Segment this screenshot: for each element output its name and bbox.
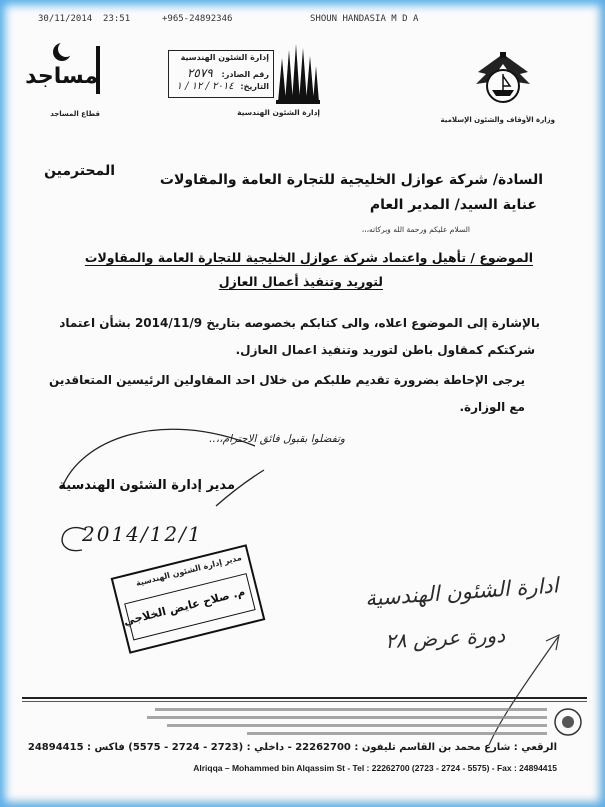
honorific: المحترمين [44, 163, 115, 179]
mosques-sector-caption: قطاع المساجد [50, 110, 100, 118]
footer-emblem-icon [552, 706, 584, 738]
signatory-title: مدير إدارة الشئون الهندسية [58, 478, 235, 493]
body-line: مع الوزارة. [459, 400, 525, 414]
stamp-number-label: رقم الصادر: [221, 70, 269, 79]
stamp-date-value: ٢٠١٤ / ١٢ / ١ [176, 81, 234, 92]
routing-arrowhead [546, 635, 559, 650]
handwritten-signed-date: 2014/12/1 [82, 522, 203, 546]
ministry-caption: وزارة الأوقاف والشئون الإسلامية [440, 116, 555, 124]
fax-datetime: 30/11/2014 23:51 [38, 14, 131, 24]
footer-rule-thin [22, 701, 587, 702]
fax-sender-id: SHOUN HANDASIA M D A [310, 14, 419, 24]
body-line: يرجى الإحاطة بضرورة تقديم طلبكم من خلال احد المقاولين الرئيسين المتعاقدين [49, 373, 525, 387]
engineering-dept-caption: إدارة الشئون الهندسية [237, 108, 320, 117]
routing-arrow-stroke [489, 637, 558, 745]
subject-line-2: لتوريد وتنفيذ أعمال العازل [218, 274, 383, 289]
stamp-department: إدارة الشئون الهندسية [180, 53, 269, 62]
footer-rule [22, 697, 587, 699]
mosques-logo-mark: مساجد [25, 64, 98, 89]
signature-stamp-title: مدير إدارة الشئون الهندسية [134, 552, 243, 588]
handwritten-note-line-1: ادارة الشئون الهندسية [364, 573, 560, 611]
recipient-line: السادة/ شركة عوازل الخليجية للتجارة العامة والمقاولات [159, 172, 543, 188]
footer-address-arabic: الرقعي : شارع محمد بن القاسم تليفون : 22262700 - داخلي : (2723 - 2724 - 5575) فاكس : 24894415 [27, 742, 557, 753]
footer-fine-print-line [167, 724, 547, 727]
body-line: بالإشارة إلى الموضوع اعلاه، والى كتابكم بخصوصه بتاريخ 2014/11/9 بشأن اعتماد [59, 316, 540, 330]
footer-fine-print-line [155, 708, 547, 711]
footer-fine-print-line [147, 716, 547, 719]
fax-phone: +965-24892346 [162, 14, 233, 24]
footer-address-english: Alriqqa – Mohammed bin Alqassim St - Tel : 22262700 (2723 - 2724 - 5575) - Fax : 24894415 [193, 763, 557, 773]
body-line: شركتكم كمقاول باطن لتوريد وتنفيذ اعمال العازل. [235, 343, 535, 357]
attention-line: عناية السيد/ المدير العام [369, 197, 537, 213]
signature-stamp-name: م. صلاح عايض الخلاجي [122, 585, 247, 628]
subject-line-1: الموضوع / تأهيل واعتماد شركة عوازل الخليجية للتجارة العامة والمقاولات [84, 250, 533, 265]
handwritten-note-line-2: دورة عرض ٢٨ [384, 622, 506, 654]
closing-line: وتفضلوا بقبول فائق الاحترام،،.. [209, 433, 345, 445]
greeting-line: السلام عليكم ورحمة الله وبركاته،،، [361, 225, 470, 234]
stamp-date-label: التاريخ: [240, 82, 269, 91]
stamp-number-value: ٢٥٧٩ [186, 66, 213, 80]
footer-fine-print-line [247, 732, 547, 735]
